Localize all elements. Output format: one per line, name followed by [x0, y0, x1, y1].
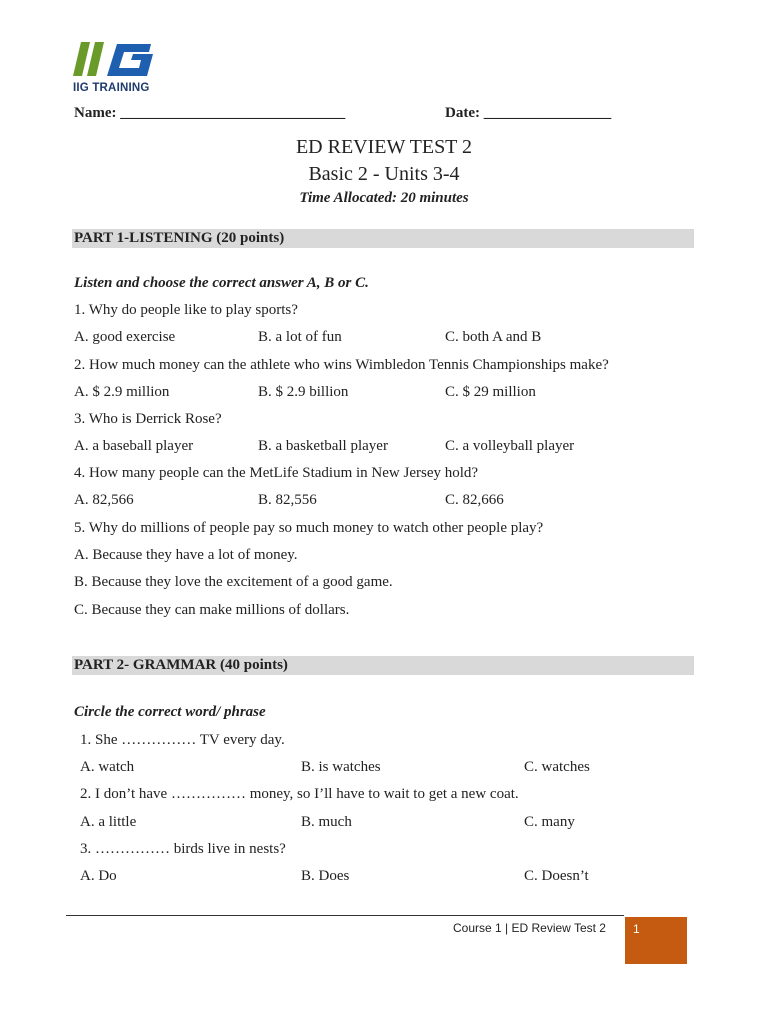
option-c: C. Because they can make millions of dollars.	[74, 602, 350, 618]
option-a: A. Because they have a lot of money.	[74, 547, 298, 563]
option-a: A. a baseball player	[74, 438, 194, 454]
part1-question: 2. How much money can the athlete who wins Wimbledon Tennis Championships make?	[74, 357, 609, 373]
option-b: B. 82,556	[258, 492, 317, 508]
time-allocated: Time Allocated: 20 minutes	[299, 190, 469, 206]
iig-logo-mark	[73, 42, 157, 80]
iig-logo	[73, 42, 157, 96]
part1-instruction: Listen and choose the correct answer A, B or C.	[74, 275, 369, 291]
part2-heading: PART 2- GRAMMAR (40 points)	[72, 656, 694, 675]
option-b: B. much	[301, 814, 352, 830]
footer-course-label: Course 1 | ED Review Test 2	[453, 921, 606, 935]
part2-question: 3. …………… birds live in nests?	[80, 841, 286, 857]
option-c: C. $ 29 million	[445, 384, 536, 400]
option-a: A. $ 2.9 million	[74, 384, 170, 400]
footer-divider	[66, 915, 624, 916]
part2-question: 1. She …………… TV every day.	[80, 732, 285, 748]
option-a: A. a little	[80, 814, 137, 830]
part2-question: 2. I don’t have …………… money, so I’ll have to wait to get a new coat.	[80, 786, 519, 802]
option-b: B. Does	[301, 868, 350, 884]
option-b: B. a basketball player	[258, 438, 388, 454]
name-field: Name: ______________________________	[74, 105, 346, 121]
option-c: C. many	[524, 814, 575, 830]
option-b: B. a lot of fun	[258, 329, 342, 345]
part1-question: 5. Why do millions of people pay so much money to watch other people play?	[74, 520, 544, 536]
page-number: 1	[625, 917, 687, 964]
part1-heading: PART 1-LISTENING (20 points)	[72, 229, 694, 248]
option-c: C. a volleyball player	[445, 438, 575, 454]
part2-instruction: Circle the correct word/ phrase	[74, 704, 266, 720]
option-b: B. $ 2.9 billion	[258, 384, 349, 400]
test-title: ED REVIEW TEST 2	[295, 136, 473, 158]
logo-text: IIG TRAINING	[73, 82, 150, 94]
option-a: A. 82,566	[74, 492, 134, 508]
option-a: A. good exercise	[74, 329, 176, 345]
part1-question: 3. Who is Derrick Rose?	[74, 411, 222, 427]
test-subtitle: Basic 2 - Units 3-4	[308, 163, 460, 185]
option-a: A. watch	[80, 759, 135, 775]
part1-question: 1. Why do people like to play sports?	[74, 302, 298, 318]
option-b: B. is watches	[301, 759, 381, 775]
option-c: C. Doesn’t	[524, 868, 589, 884]
date-field: Date: _________________	[445, 105, 612, 121]
part1-question: 4. How many people can the MetLife Stadium in New Jersey hold?	[74, 465, 479, 481]
option-c: C. both A and B	[445, 329, 542, 345]
option-c: C. 82,666	[445, 492, 504, 508]
option-c: C. watches	[524, 759, 590, 775]
option-a: A. Do	[80, 868, 117, 884]
option-b: B. Because they love the excitement of a good game.	[74, 574, 393, 590]
